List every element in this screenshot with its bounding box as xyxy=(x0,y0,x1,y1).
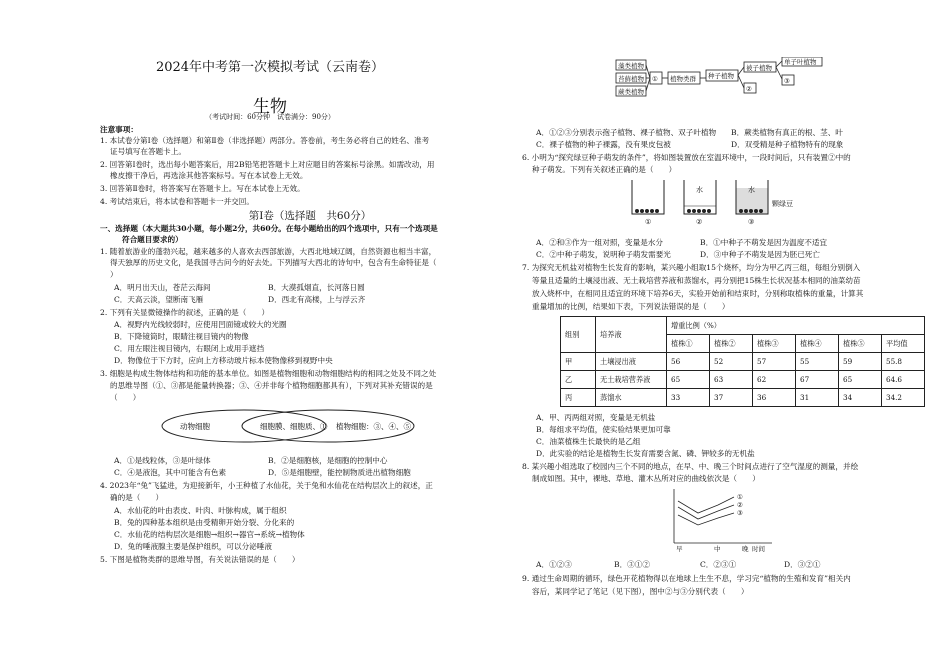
question-text: 6. 小明为“探究绿豆种子萌发的条件”，将如图装置放在室温环境中，一段时间后，只有装置②中的 xyxy=(522,153,851,162)
table-cell: 65 xyxy=(667,371,710,389)
option: B．蕨类植物有真正的根、茎、叶 xyxy=(731,128,843,137)
cell-venn-diagram xyxy=(160,408,420,444)
question-text: 等量且适量的土壤浸出液、无土栽培营养液和蒸馏水，再分别把15株生长状况基本相同的油菜幼苗 xyxy=(532,276,861,285)
option: B．兔的四种基本组织是由受精卵开始分裂、分化来的 xyxy=(114,518,295,527)
water-label: 水 xyxy=(696,186,703,194)
table-header: 植株⑤ xyxy=(839,335,882,353)
option: C．④是液泡，其中可能含有色素 xyxy=(114,468,227,477)
table-cell: 乙 xyxy=(561,371,596,389)
question-text: 容后，某同学记了笔记（见下图），图中②与③分别代表（ ） xyxy=(532,587,749,596)
table-cell: 33 xyxy=(667,389,710,407)
option: A．水仙花的叶由表皮、叶肉、叶脉构成，属于组织 xyxy=(114,506,287,515)
question-text: 4. 2023年“兔”飞猛进，为迎接新年，小王种植了水仙花，关于兔和水仙花在结构层次上的叙述，正 xyxy=(100,481,433,490)
notes-line: 1. 本试卷分第Ⅰ卷（选择题）和第Ⅱ卷（非选择题）两部分。答卷前，考生务必将自己的姓名、准考 xyxy=(100,136,430,145)
table-row xyxy=(561,371,925,389)
table-cell: 丙 xyxy=(561,389,596,407)
option: B．下降镜筒时，眼睛注视目镜内的物像 xyxy=(114,332,249,341)
venn-right-label: 植物细胞：③、④、⑤ xyxy=(336,422,411,431)
bean-label: 颗绿豆 xyxy=(772,200,793,208)
water-label: 水 xyxy=(748,186,755,194)
question-text: 种子萌发。下列有关叙述正确的是（ ） xyxy=(532,165,677,174)
option: B．①中种子不萌发是因为温度不适宜 xyxy=(700,238,828,247)
question-text: 2. 下列有关显微镜操作的叙述，正确的是（ ） xyxy=(100,308,270,317)
option: D．③②① xyxy=(784,560,821,569)
table-cell: 52 xyxy=(710,353,753,371)
option: B．②是细胞核，是细胞的控制中心 xyxy=(268,456,388,465)
notes-line: 2. 回答第Ⅰ卷时，选出每小题答案后，用2B铅笔把答题卡上对应题目的答案标号涂黑。如需改动，用 xyxy=(100,160,435,169)
table-cell: 67 xyxy=(796,371,839,389)
plant-groups-mindmap xyxy=(606,57,846,105)
node-moss: 苔藓植物 xyxy=(618,75,644,83)
node-2: ② xyxy=(746,85,752,93)
notes-heading: 注意事项： xyxy=(100,125,138,134)
table-cell: 34.2 xyxy=(882,389,925,407)
table-cell: 57 xyxy=(753,353,796,371)
option: B．③①② xyxy=(614,560,650,569)
venn-middle-label: 细胞膜、细胞质、① xyxy=(260,422,328,431)
table-cell: 土壤浸出液 xyxy=(596,353,667,371)
x-tick-label: 早 xyxy=(676,545,683,553)
option: C．水仙花的结构层次是细胞→组织→器官→系统→植物体 xyxy=(114,530,305,539)
option: C．天高云淡，望断南飞雁 xyxy=(114,295,204,304)
table-cell: 无土栽培营养液 xyxy=(596,371,667,389)
table-row xyxy=(561,389,925,407)
series-label-1: ① xyxy=(737,493,743,501)
option: C．②中种子萌发，说明种子萌发需要光 xyxy=(536,250,671,259)
option: C．②③① xyxy=(700,560,737,569)
table-cell: 55.8 xyxy=(882,353,925,371)
option: A．②和③作为一组对照，变量是水分 xyxy=(536,238,663,247)
x-tick-label: 晚 xyxy=(742,545,749,553)
option: D．③中种子不萌发是因为胚已死亡 xyxy=(700,250,820,259)
subject-title: 生物 xyxy=(253,97,287,117)
table-row xyxy=(561,353,925,371)
data-table xyxy=(560,316,925,407)
table-cell: 65 xyxy=(839,371,882,389)
table-cell: 31 xyxy=(796,389,839,407)
x-axis-label: 时间 xyxy=(752,545,765,553)
section-instruction: 一、选择题（本大题共30小题，每小题2分，共60分。在每小题给出的四个选项中，只有一个选项是 xyxy=(100,224,438,233)
option: D．⑤是细胞壁，能控制物质进出植物细胞 xyxy=(268,468,411,477)
option: D．此实验的结论是植物生长发育需要含氮、磷、钾较多的无机盐 xyxy=(536,449,755,458)
table-header: 植株① xyxy=(667,335,710,353)
option: D．物像位于下方时，应向上方移动玻片标本使物像移到视野中央 xyxy=(114,356,333,365)
table-cell: 34 xyxy=(839,389,882,407)
question-text: 放入烧杯中，在相同且适宜的环境下培养6天，实验开始前和结束时，分别称取植株的重量，计算其 xyxy=(532,289,864,298)
option: C．油菜植株生长最快的是乙组 xyxy=(536,437,641,446)
series-label-2: ② xyxy=(737,501,743,509)
table-header: 平均值 xyxy=(882,335,925,353)
table-header: 植株④ xyxy=(796,335,839,353)
option: A．①②③分别表示孢子植物、裸子植物、双子叶植物 xyxy=(536,128,717,137)
question-text: 确的是（ ） xyxy=(110,493,164,502)
container-3-label: ③ xyxy=(748,218,755,226)
table-cell: 62 xyxy=(753,371,796,389)
table-cell: 63 xyxy=(710,371,753,389)
table-cell: 55 xyxy=(796,353,839,371)
series-line-2 xyxy=(678,505,734,519)
node-3: ③ xyxy=(784,77,790,85)
question-text: 制成如图。其中，裸地、草地、灌木丛所对应的曲线依次是（ ） xyxy=(532,474,760,483)
question-text: 7. 为探究无机盐对植物生长发育的影响，某兴趣小组取15个烧杯，均分为甲乙丙三组，每组分别倒入 xyxy=(522,263,861,272)
node-angiosperm: 被子植物 xyxy=(746,64,772,72)
option: A．①是线粒体，③是叶绿体 xyxy=(114,456,211,465)
venn-left-label: 动物细胞 xyxy=(180,422,210,431)
node-1: ① xyxy=(652,75,658,83)
exam-title: 2024年中考第一次模拟考试（云南卷） xyxy=(155,60,385,75)
table-cell: 甲 xyxy=(561,353,596,371)
table-header: 组别 xyxy=(561,317,596,353)
humidity-line-chart xyxy=(660,485,790,557)
question-text: ） xyxy=(110,270,118,279)
table-header: 植株② xyxy=(710,335,753,353)
question-text: （ ） xyxy=(110,393,141,402)
table-header: 植株③ xyxy=(753,335,796,353)
table-cell: 64.6 xyxy=(882,371,925,389)
option: A．明月出天山，苍茫云海间 xyxy=(114,283,211,292)
notes-line: 橡皮擦干净后，再选涂其他答案标号。写在本试卷上无效。 xyxy=(110,171,308,180)
notes-line: 3. 回答第Ⅱ卷时，将答案写在答题卡上。写在本试卷上无效。 xyxy=(100,184,305,193)
question-text: 得天独厚的历史文化，是我国寻古问今的好去处。下列描写大西北的诗句中，包含有生命特征是（ xyxy=(110,258,437,267)
question-text: 9. 通过生命周期的循环，绿色开花植物得以在地球上生生不息，学习完“植物的生殖和发育”相关内 xyxy=(522,574,851,583)
node-fern: 蕨类植物 xyxy=(618,88,644,96)
notes-line: 4. 考试结束后，将本试卷和答题卡一并交回。 xyxy=(100,197,254,206)
question-text: 重量增加的比例，结果如下表，下列说法错误的是（ ） xyxy=(532,302,730,311)
notes-line: 证号填写在答题卡上。 xyxy=(110,147,186,156)
table-header: 增重比例（%） xyxy=(667,317,925,335)
option: D．兔的唾液腺主要是保护组织，可以分泌唾液 xyxy=(114,542,272,551)
container-1-label: ① xyxy=(645,218,652,226)
option: C．裸子植物的种子裸露，没有果皮包被 xyxy=(536,140,671,149)
table-cell: 36 xyxy=(753,389,796,407)
option: A．①②③ xyxy=(536,560,572,569)
question-text: 8. 某兴趣小组选取了校园内三个不同的地点，在早、中、晚三个时间点进行了空气湿度的测量，并绘 xyxy=(522,462,859,471)
x-tick-label: 中 xyxy=(714,545,721,553)
series-line-1 xyxy=(678,497,734,513)
series-label-3: ③ xyxy=(737,509,743,517)
table-cell: 蒸馏水 xyxy=(596,389,667,407)
node-monocot: 单子叶植物 xyxy=(784,58,817,66)
option: B．每组求平均值，使实验结果更加可靠 xyxy=(536,425,671,434)
table-cell: 59 xyxy=(839,353,882,371)
question-text: 的思维导图（①、③都是能量转换器；③、④并非每个植物细胞都具有），下列对其补充错误的是 xyxy=(110,381,433,390)
table-cell: 37 xyxy=(710,389,753,407)
seed-germination-setup xyxy=(620,178,820,230)
option: A．甲、丙两组对照，变量是无机盐 xyxy=(536,413,656,422)
option: B．大漠孤烟直，长河落日圆 xyxy=(268,283,365,292)
container-2-label: ② xyxy=(696,218,703,226)
time-info: （考试时间：60分钟 试卷满分：90分） xyxy=(205,113,335,121)
option: D．西北有高楼，上与浮云齐 xyxy=(268,295,366,304)
series-line-3 xyxy=(678,513,734,525)
node-seed-plants: 种子植物 xyxy=(708,72,734,80)
question-text: 1. 随着旅游业的蓬勃兴起，越来越多的人喜欢去西部旅游，大西北地域辽阔，自然资源也相当丰富， xyxy=(100,247,437,256)
question-text: 5. 下图是植物类群的思维导图，有关说法错误的是（ ） xyxy=(100,555,300,564)
node-algae: 藻类植物 xyxy=(618,62,644,70)
section-instruction: 符合题目要求的） xyxy=(122,235,183,244)
option: D．双受精是种子植物特有的现象 xyxy=(731,140,844,149)
table-header: 培养液 xyxy=(596,317,667,353)
option: C．用左眼注视目镜内，右眼闭上或用手遮挡 xyxy=(114,344,265,353)
question-text: 3. 细胞是构成生物体结构和功能的基本单位。如图是植物细胞和动物细胞结构的相同之处及不同之处 xyxy=(100,369,437,378)
table-cell: 56 xyxy=(667,353,710,371)
node-plant-groups: 植物类群 xyxy=(670,75,696,83)
section-title: 第Ⅰ卷（选择题 共60分） xyxy=(248,210,372,222)
option: A．视野内光线较弱时，应使用凹面镜或较大的光圈 xyxy=(114,320,287,329)
